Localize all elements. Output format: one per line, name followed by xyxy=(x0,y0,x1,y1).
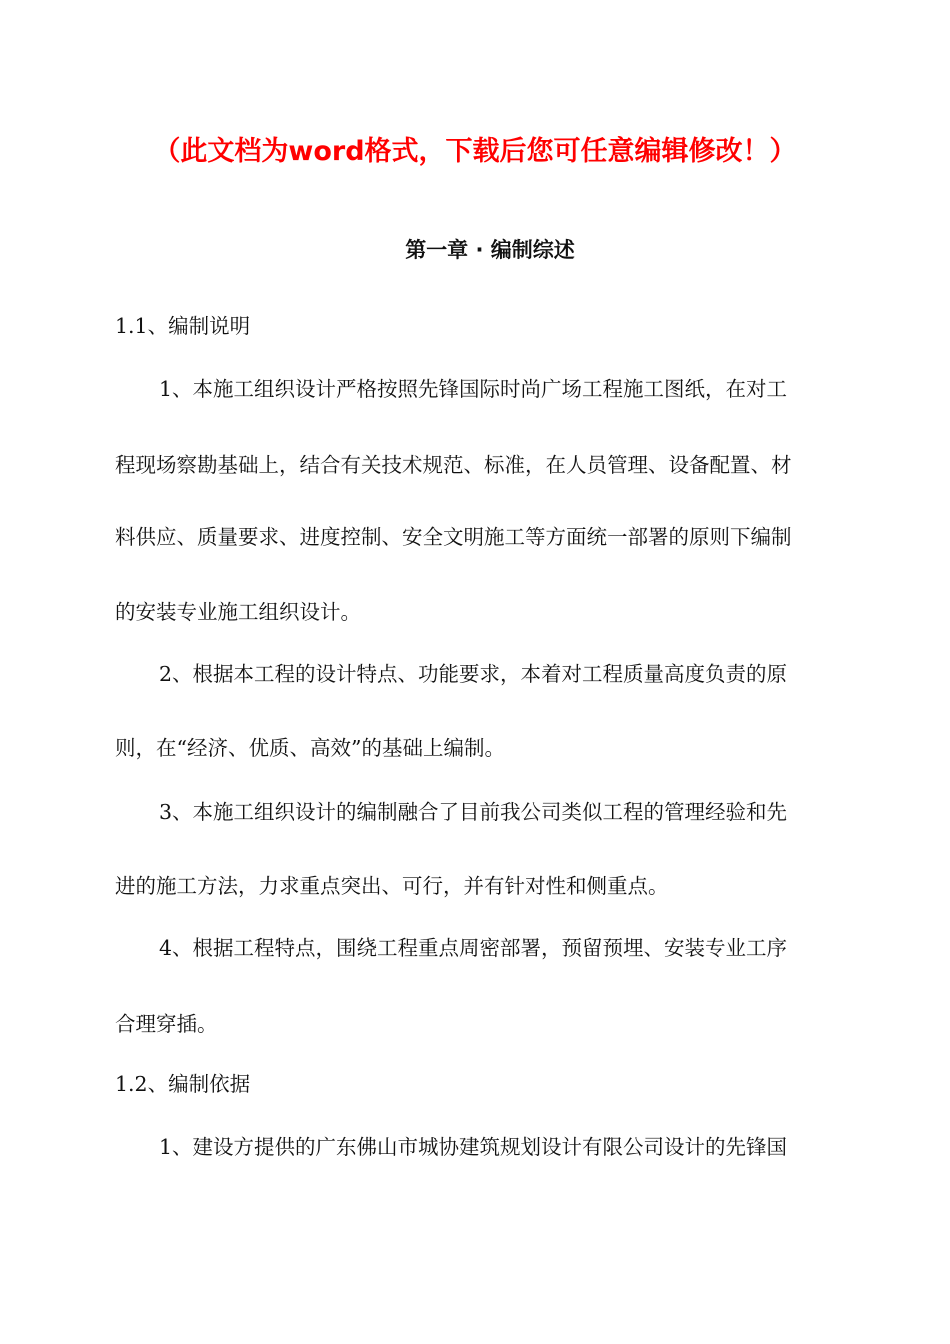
chapter-title: 第一章 · 编制综述 xyxy=(405,238,575,262)
paragraph-line: 3、本施工组织设计的编制融合了目前我公司类似工程的管理经验和先 xyxy=(159,800,788,824)
section-heading-1-1: 1.1、编制说明 xyxy=(115,314,251,338)
paragraph-line: 料供应、质量要求、进度控制、安全文明施工等方面统一部署的原则下编制 xyxy=(115,525,792,549)
paragraph-line: 4、根据工程特点，围绕工程重点周密部署，预留预埋、安装专业工序 xyxy=(159,936,788,960)
paragraph-line: 2、根据本工程的设计特点、功能要求，本着对工程质量高度负责的原 xyxy=(159,662,788,686)
paragraph-line: 的安装专业施工组织设计。 xyxy=(115,600,361,624)
paragraph-line: 1、建设方提供的广东佛山市城协建筑规划设计有限公司设计的先锋国 xyxy=(159,1135,788,1159)
paragraph-line: 程现场察勘基础上，结合有关技术规范、标准，在人员管理、设备配置、材 xyxy=(115,453,792,477)
section-heading-1-2: 1.2、编制依据 xyxy=(115,1072,251,1096)
format-notice: （此文档为word格式，下载后您可任意编辑修改！） xyxy=(153,136,797,167)
paragraph-line: 1、本施工组织设计严格按照先锋国际时尚广场工程施工图纸，在对工 xyxy=(159,377,788,401)
paragraph-line: 合理穿插。 xyxy=(115,1012,218,1036)
paragraph-line: 则，在“经济、优质、高效”的基础上编制。 xyxy=(115,736,505,760)
paragraph-line: 进的施工方法，力求重点突出、可行，并有针对性和侧重点。 xyxy=(115,874,669,898)
